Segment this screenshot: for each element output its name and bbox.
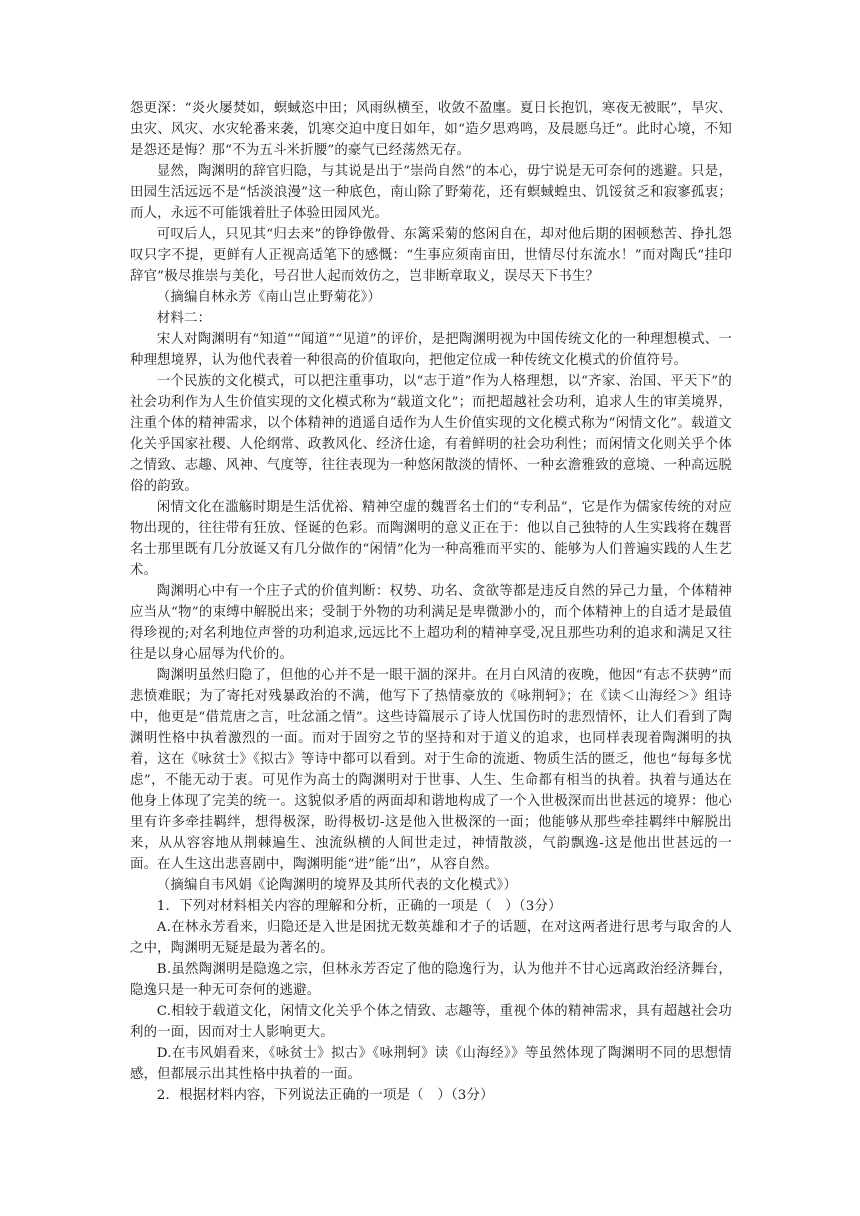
source-citation-2: （摘编自韦风娟《论陶渊明的境界及其所代表的文化模式》） [156, 878, 518, 893]
paragraph-9: 陶渊明心中有一个庄子式的价值判断：权势、功名、贪欲等都是违反自然的异己力量，个体精神应当从“物”的束缚中解脱出来；受制于外物的功利满足是卑微渺小的，而个体精神上的自适才是最值得珍视的;对名利地位声誉的功利追求,远远比不上超功利的精神享受,况且那些功利的追求和满足又往往是以身心屈辱为代价的。 [130, 584, 732, 662]
option-d: D.在韦风娟看来，《咏贫士》拟古》《咏荆轲》读《山海经》》等虽然体现了陶渊明不同的思想情感，但都展示出其性格中执着的一面。 [130, 1046, 732, 1082]
question-2: 2．根据材料内容，下列说法正确的一项是（ ）（3分） [156, 1088, 494, 1103]
option-c: C.相较于载道文化，闲情文化关乎个体之情致、志趣等，重视个体的精神需求，具有超越社会功利的一面，因而对士人影响更大。 [130, 1004, 732, 1040]
option-a: A.在林永芳看来，归隐还是入世是困扰无数英雄和才子的话题，在对这两者进行思考与取舍的人之中，陶渊明无疑是最为著名的。 [130, 920, 732, 956]
paragraph-2: 显然，陶渊明的辞官归隐，与其说是出于“崇尚自然”的本心，毋宁说是无可奈何的逃避。只是，田园生活远远不是“恬淡浪漫”这一种底色，南山除了野菊花，还有螟蜮蝗虫、饥馁贫乏和寂寥孤衷；而人，永远不可能饿着肚子体验田园风光。 [130, 164, 732, 221]
paragraph-6: 宋人对陶渊明有“知道”“闻道”“见道”的评价，是把陶渊明视为中国传统文化的一种理想模式、一种理想境界，认为他代表着一种很高的价值取向，把他定位成一种传统文化模式的价值符号。 [130, 332, 732, 368]
paragraph-1: 怨更深：“炎火屡焚如，螟蜮恣中田；风雨纵横至，收敛不盈廛。夏日长抱饥，寒夜无被眠”，旱灾、虫灾、风灾、水灾轮番来袭，饥寒交迫中度日如年，如“造夕思鸡鸣，及晨愿乌迁”。此时心境，不知是怨还是悔？那“不为五斗米折腰”的豪气已经荡然无存。 [130, 101, 732, 158]
paragraph-8: 闲情文化在滥觞时期是生活优裕、精神空虚的魏晋名士们的“专利品”，它是作为儒家传统的对应物出现的，往往带有狂放、怪诞的色彩。而陶渊明的意义正在于：他以自己独特的人生实践将在魏晋名士那里既有几分放诞又有几分做作的“闲情”化为一种高雅而平实的、能够为人们普遍实践的人生艺术。 [130, 500, 732, 578]
paragraph-3: 可叹后人，只见其“归去来”的铮铮傲骨、东篱采菊的悠闲自在，却对他后期的困顿愁苦、挣扎怨叹只字不提，更鲜有人正视高适笔下的感慨：“生事应须南亩田，世情尽付东流水！”而对陶氏“挂印辞官”极尽推崇与美化，号召世人起而效仿之，岂非断章取义，误尽天下书生？ [130, 227, 732, 284]
option-b: B.虽然陶渊明是隐逸之宗，但林永芳否定了他的隐逸行为，认为他并不甘心远离政治经济舞台，隐逸只是一种无可奈何的逃避。 [130, 962, 732, 998]
section-heading-material-2: 材料二： [156, 311, 212, 326]
paragraph-10: 陶渊明虽然归隐了，但他的心并不是一眼干涸的深井。在月白风清的夜晚，他因“有志不获骋”而悲愤难眠；为了寄托对残暴政治的不满，他写下了热情豪放的《咏荆轲》；在《读＜山海经＞》组诗中，他更是“借荒唐之言，吐忿涌之情”。这些诗篇展示了诗人忧国伤时的悲烈情怀，让人们看到了陶渊明性格中执着激烈的一面。而对于固穷之节的坚持和对于道义的追求，也同样表现着陶渊明的执着，这在《咏贫士》《拟古》等诗中都可以看到。对于生命的流逝、物质生活的匮乏，他也“每每多忧虑”，不能无动于衷。可见作为高士的陶渊明对于世事、人生、生命都有相当的执着。执着与通达在他身上体现了完美的统一。这貌似矛盾的两面却和谐地构成了一个入世极深而出世甚远的境界：他心里有许多牵挂羁绊，想得极深，盼得极切-这是他入世极深的一面；他能够从那些牵挂羁绊中解脱出来，从从容容地从荆棘遍生、浊流纵横的人间世走过，神情散淡，气韵飘逸-这是他出世甚远的一面。在人生这出悲喜剧中，陶渊明能“进”能“出”，从容自然。 [130, 668, 732, 872]
source-citation-1: （摘编自林永芳《南山岂止野菊花》） [156, 290, 382, 305]
question-1: 1．下列对材料相关内容的理解和分析，正确的一项是（ ）（3分） [156, 899, 562, 914]
paragraph-7: 一个民族的文化模式，可以把注重事功，以“志于道”作为人格理想，以“齐家、治国、平天下”的社会功利作为人生价值实现的文化模式称为“载道文化”；而把超越社会功利，追求人生的审美境界，注重个体的精神需求，以个体精神的逍遥自适作为人生价值实现的文化模式称为“闲情文化”。载道文化关乎国家社稷、人伦纲常、政教风化、经济仕途，有着鲜明的社会功利性；而闲情文化则关乎个体之情致、志趣、风神、气度等，往往表现为一种悠闲散淡的情怀、一种玄澹雅致的意境、一种高远脱俗的韵致。 [130, 374, 732, 494]
